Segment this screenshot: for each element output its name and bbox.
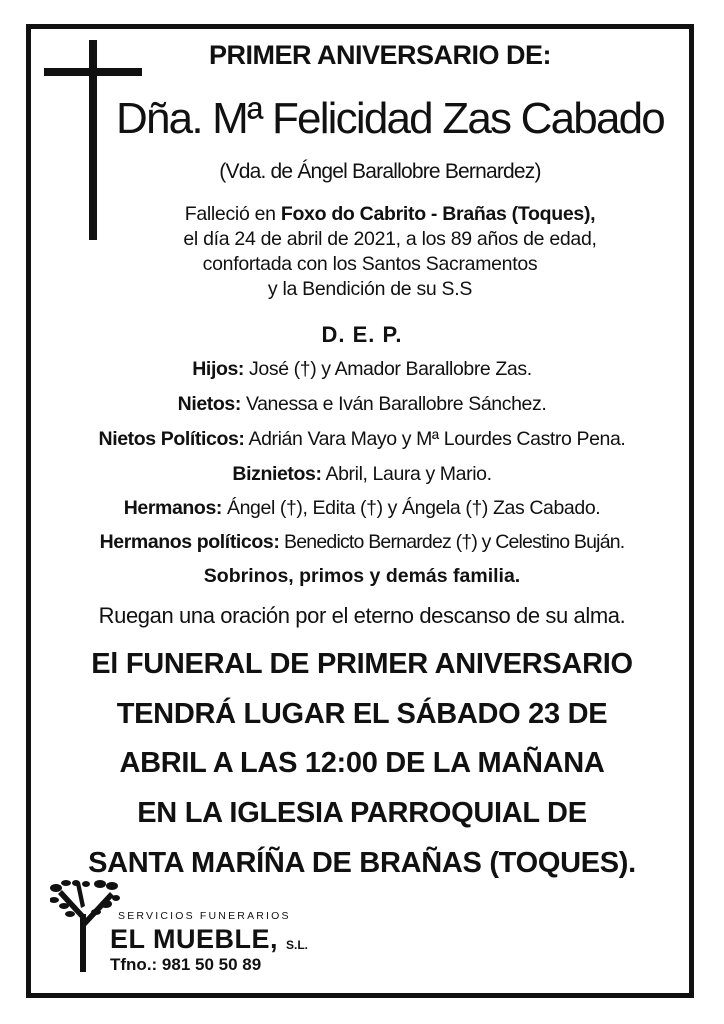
family-names: Benedicto Bernardez (†) y Celestino Buján. — [279, 531, 625, 553]
family-label: Hermanos políticos: — [99, 531, 280, 553]
heading: PRIMER ANIVERSARIO DE: — [208, 40, 552, 70]
funeral-line-1: El FUNERAL DE PRIMER ANIVERSARIO — [91, 648, 633, 680]
death-place-intro: Falleció en — [184, 203, 281, 225]
relatives: Sobrinos, primos y demás familia. — [203, 565, 521, 587]
family-line-grandchildren-in-law — [0, 428, 724, 451]
family-label: Biznietos: — [232, 463, 322, 485]
funeral-home-name: EL MUEBLE, — [110, 924, 279, 954]
deceased-name: Dña. Mª Felicidad Zas Cabado — [116, 94, 664, 143]
family-line-siblings-in-law — [0, 531, 724, 554]
death-info-line-1 — [80, 203, 700, 226]
family-names: José (†) y Amador Barallobre Zas. — [244, 358, 532, 380]
funeral-line-3: ABRIL A LAS 12:00 DE LA MAÑANA — [119, 747, 605, 779]
funeral-home-phone: Tfno.: 981 50 50 89 — [110, 955, 262, 974]
family-label: Hermanos: — [123, 497, 222, 519]
family-line-siblings — [0, 497, 724, 520]
family-names: Vanessa e Iván Barallobre Sánchez. — [240, 393, 547, 415]
funeral-line-4: EN LA IGLESIA PARROQUIAL DE — [137, 797, 587, 829]
death-info-line-2: el día 24 de abril de 2021, a los 89 años de edad, — [183, 228, 597, 250]
funeral-home-suffix: S.L. — [286, 938, 309, 952]
family-line-children — [0, 358, 724, 381]
family-label: Hijos: — [192, 358, 245, 380]
death-info-line-3: confortada con los Santos Sacramentos — [202, 253, 538, 275]
family-names: Adrián Vara Mayo y Mª Lourdes Castro Pena. — [244, 428, 626, 450]
family-line-great-grandchildren — [0, 463, 724, 486]
family-label: Nietos Políticos: — [98, 428, 245, 450]
dep: D. E. P. — [321, 322, 403, 347]
death-info-line-4: y la Bendición de su S.S — [267, 278, 473, 300]
family-label: Nietos: — [177, 393, 241, 415]
family-names: Abril, Laura y Mario. — [321, 463, 492, 485]
prayer-request: Ruegan una oración por el eterno descanso de su alma. — [98, 603, 626, 628]
funeral-line-5: SANTA MARÍÑA DE BRAÑAS (TOQUES). — [88, 847, 636, 879]
widow-of: (Vda. de Ángel Barallobre Bernardez) — [219, 160, 541, 183]
funeral-home-subtitle: SERVICIOS FUNERARIOS — [118, 910, 291, 922]
death-place: Foxo do Cabrito - Brañas (Toques), — [280, 203, 596, 225]
family-line-grandchildren — [0, 393, 724, 416]
funeral-line-2: TENDRÁ LUGAR EL SÁBADO 23 DE — [116, 698, 608, 730]
family-names: Ángel (†), Edita (†) y Ángela (†) Zas Cabado. — [221, 497, 601, 519]
